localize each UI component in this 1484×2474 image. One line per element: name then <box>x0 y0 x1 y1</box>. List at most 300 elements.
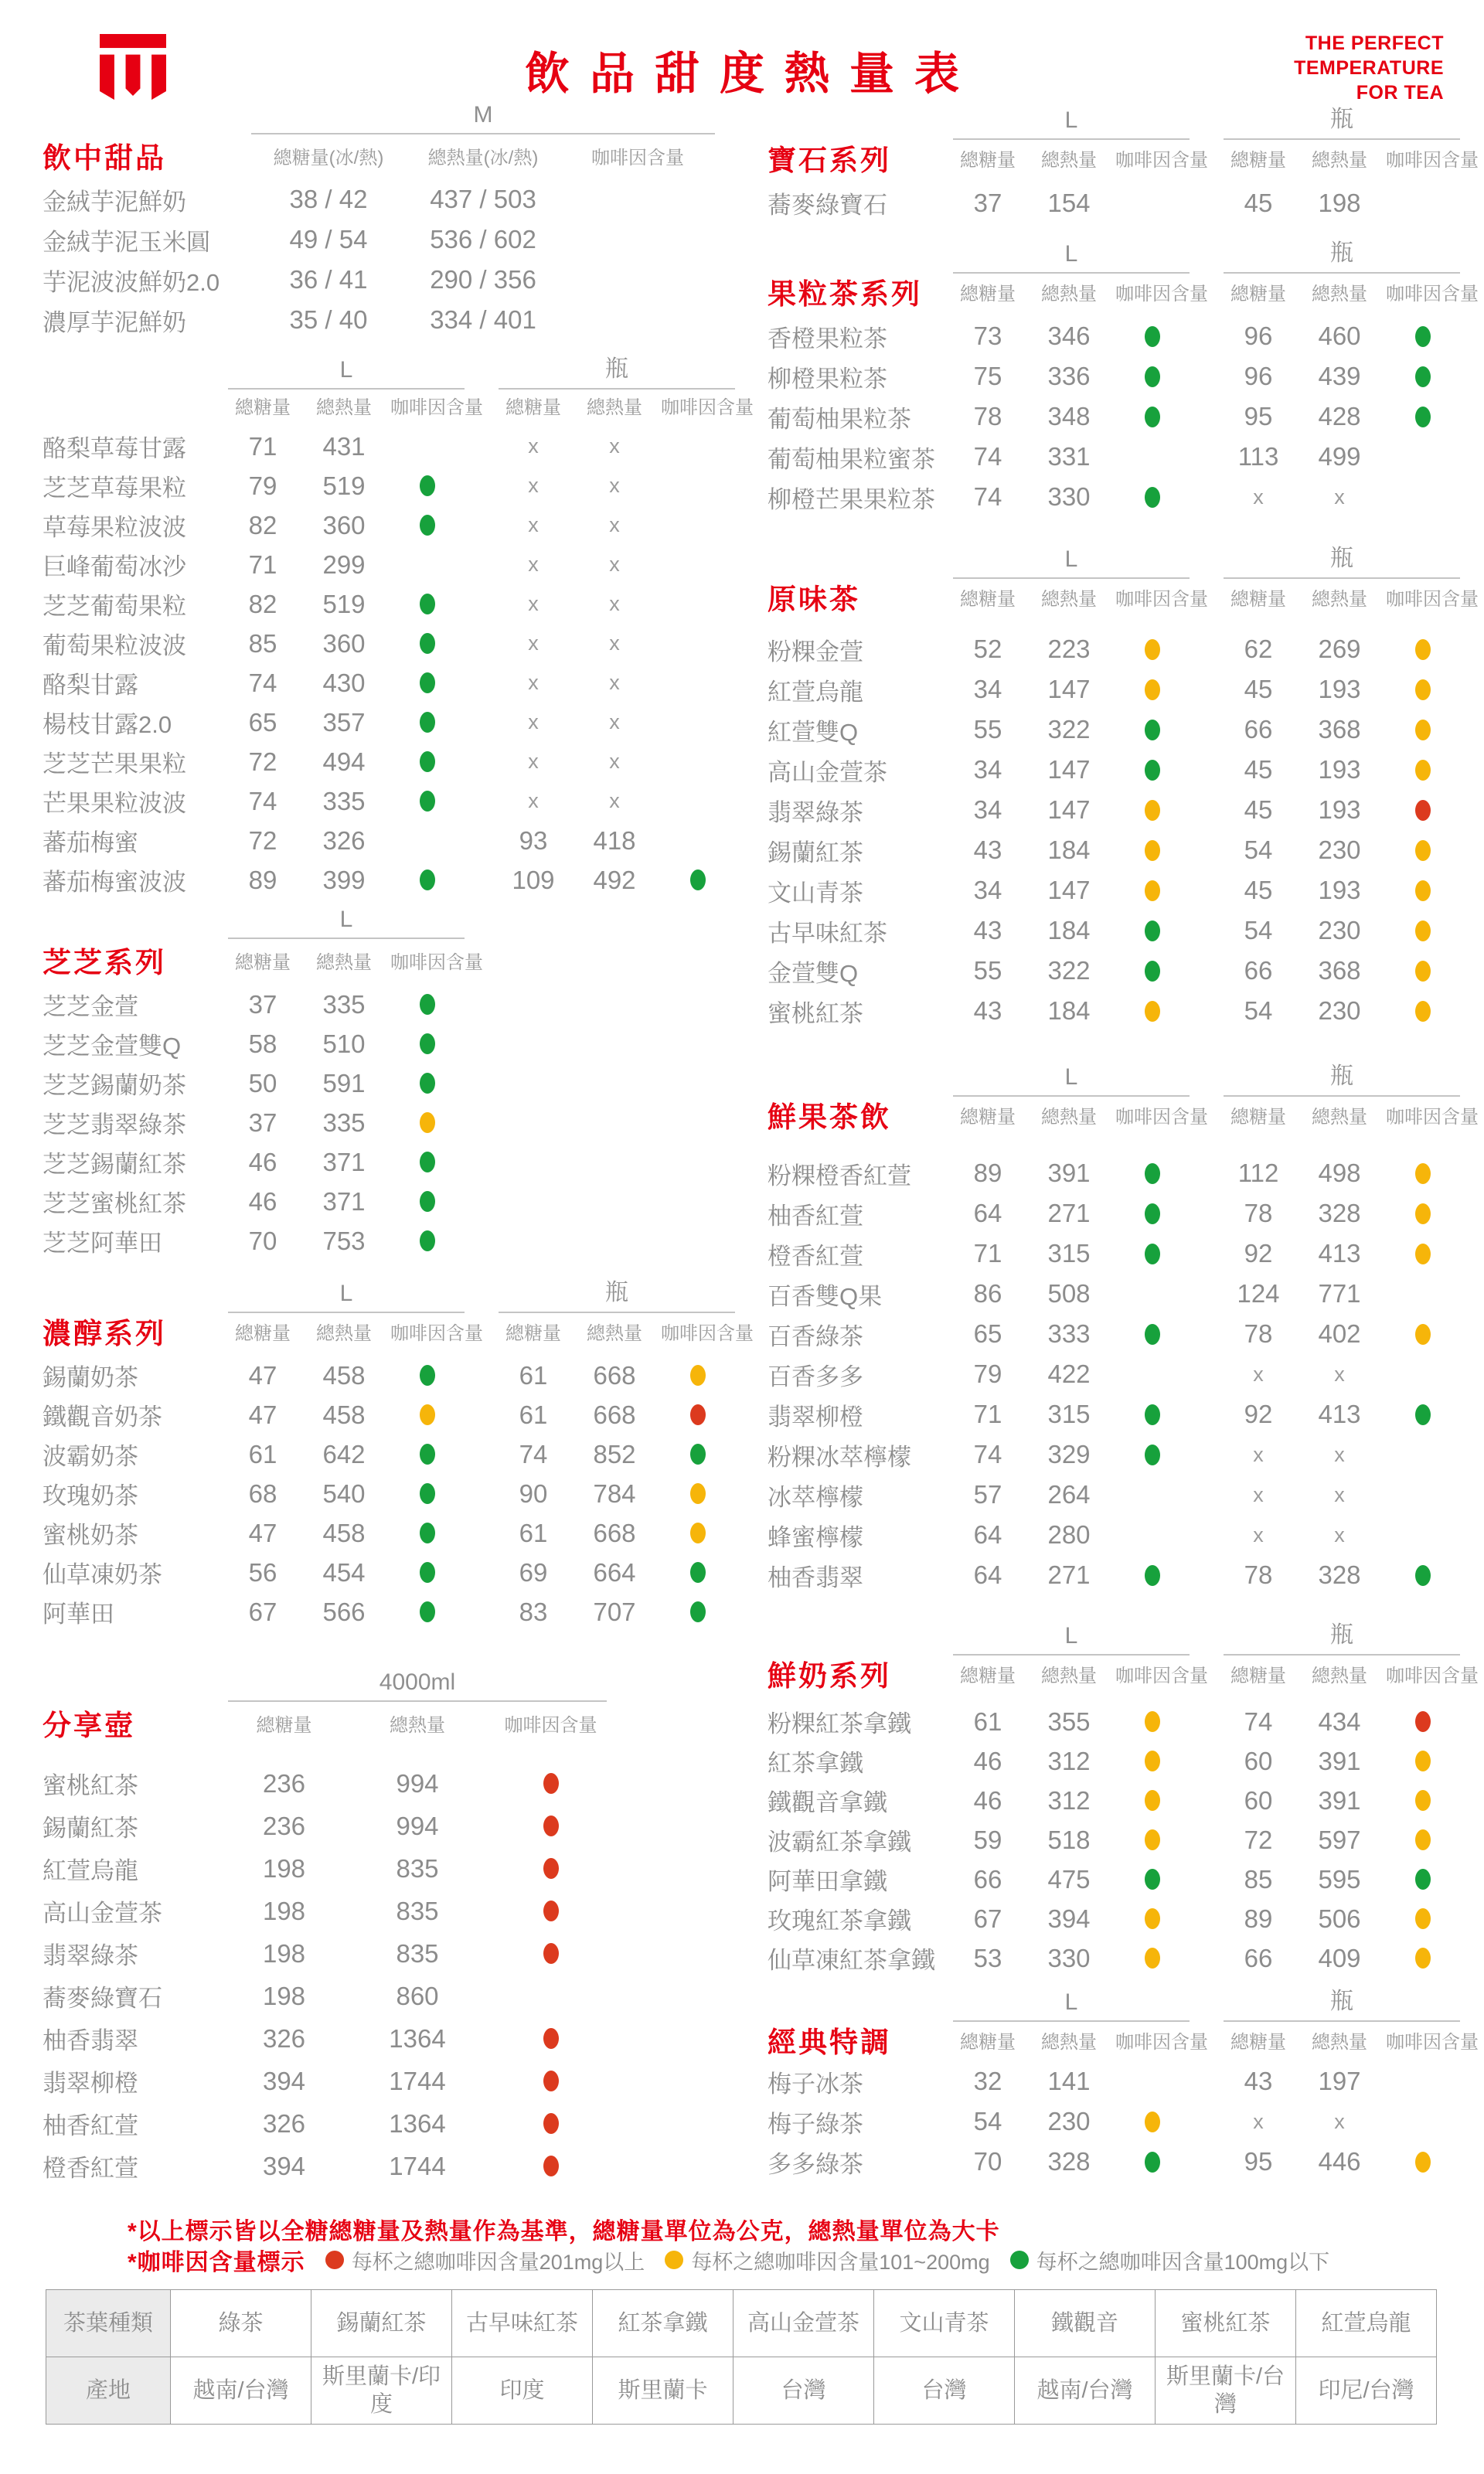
caffeine-dot <box>1145 1445 1160 1465</box>
stat-cell <box>1115 760 1190 781</box>
stat-cell <box>1386 961 1460 982</box>
tea-type-cell: 古早味紅茶 <box>452 2290 593 2357</box>
stat-value: 112 <box>1237 1159 1279 1187</box>
stat-cell <box>1386 407 1460 427</box>
stat-cell <box>1386 921 1460 941</box>
stat-cell <box>1115 800 1190 821</box>
stat-value: 45 <box>1244 188 1273 217</box>
stat-cell <box>953 1199 1023 1228</box>
stat-cell <box>228 1440 298 1469</box>
stat-value: 413 <box>1318 1400 1361 1428</box>
stat-value: 90 <box>519 1479 548 1508</box>
stat-cell <box>1224 1483 1293 1507</box>
stat-value: 335 <box>322 1108 366 1137</box>
caffeine-dot <box>1145 1404 1160 1425</box>
stat-cell <box>1293 1865 1386 1894</box>
stat-cell <box>953 2107 1023 2136</box>
column-header: 咖啡因含量 <box>1115 283 1208 305</box>
stat-cell <box>298 1598 390 1627</box>
menu-row <box>768 1515 1460 1555</box>
drink-name: 波霸紅茶拿鐵 <box>768 1829 911 1856</box>
stat-cell <box>298 826 390 856</box>
stat-cell <box>228 1029 298 1059</box>
column-header: 總糖量 <box>235 1322 291 1344</box>
caffeine-dot <box>543 1943 559 1964</box>
stat-value: 391 <box>1047 1159 1091 1187</box>
tea-type-cell: 蜜桃紅茶 <box>1156 2290 1296 2357</box>
stat-value: 72 <box>248 825 277 855</box>
caffeine-dot <box>1415 1001 1431 1022</box>
stat-value: 57 <box>973 1480 1002 1509</box>
stat-value: 70 <box>973 2147 1002 2176</box>
drink-name: 粉粿紅茶拿鐵 <box>768 1710 911 1737</box>
size-header-row <box>768 1982 1460 2019</box>
stat-cell <box>228 747 298 777</box>
stat-value: 67 <box>973 1904 1002 1933</box>
stat-cell <box>568 553 661 577</box>
section-rows <box>43 427 735 900</box>
stat-cell <box>390 672 465 693</box>
size-header-row <box>43 97 715 134</box>
stat-value: 668 <box>593 1518 636 1547</box>
stat-cell <box>1224 876 1293 905</box>
not-available-mark: x <box>528 750 539 773</box>
stat-cell <box>1115 1711 1190 1732</box>
menu-row <box>768 1820 1460 1860</box>
stat-value: 518 <box>1047 1825 1091 1854</box>
stat-cell <box>568 1400 661 1430</box>
menu-row <box>43 1890 607 1932</box>
stat-value: 47 <box>248 1518 277 1547</box>
drink-name: 芒果果粒波波 <box>43 790 186 817</box>
stat-cell <box>1293 1443 1386 1467</box>
caffeine-dot <box>1145 1203 1160 1224</box>
stat-value: 333 <box>1047 1319 1091 1348</box>
stat-value: 664 <box>593 1557 636 1587</box>
origin-cell: 印尼/台灣 <box>1296 2357 1437 2425</box>
stat-value: 193 <box>1318 876 1361 904</box>
stat-cell <box>568 1440 661 1469</box>
stat-cell <box>1115 880 1190 901</box>
menu-row <box>43 1103 465 1142</box>
drink-name: 紅萱烏龍 <box>768 678 863 706</box>
stat-value: 326 <box>262 2108 306 2138</box>
section-rows <box>43 1356 735 1632</box>
stat-cell <box>953 1440 1023 1469</box>
size-label: L <box>953 546 1190 579</box>
menu-row <box>43 2060 607 2102</box>
stat-value: 595 <box>1318 1864 1361 1894</box>
stat-cell <box>340 1897 495 1926</box>
stat-cell <box>1023 1159 1115 1188</box>
stat-cell <box>499 1558 568 1588</box>
caffeine-dot <box>420 712 435 733</box>
menu-row <box>768 1555 1460 1595</box>
legend-text: 每杯之總咖啡因含量101~200mg <box>691 2250 990 2274</box>
stat-cell <box>298 787 390 816</box>
drink-name: 橙香紅萱 <box>43 2155 138 2182</box>
not-available-mark: x <box>528 553 539 576</box>
column-header: 總熱量 <box>1312 149 1367 171</box>
stat-cell <box>1115 1001 1190 1022</box>
note-sugar-basis: *以上標示皆以全糖總糖量及熱量作為基準，總糖量單位為公克，總熱量單位為大卡 <box>128 2219 1000 2244</box>
stat-value: 54 <box>973 2107 1002 2135</box>
drink-name: 蕃茄梅蜜波波 <box>43 869 186 896</box>
column-header: 總糖量 <box>1230 588 1286 610</box>
section-rows <box>43 179 715 340</box>
stat-cell <box>298 1558 390 1588</box>
stat-value: 230 <box>1318 996 1361 1025</box>
stat-cell <box>953 1826 1023 1855</box>
stat-cell <box>1023 1904 1115 1934</box>
column-header: 咖啡因含量 <box>1115 588 1208 610</box>
stat-cell <box>340 1812 495 1841</box>
drink-name: 芝芝草莓果粒 <box>43 475 186 502</box>
caffeine-dot <box>690 1404 706 1425</box>
legend-text: 每杯之總咖啡因含量201mg以上 <box>351 2250 645 2274</box>
stat-cell <box>661 1444 735 1465</box>
stat-cell <box>228 708 298 737</box>
stat-value: 642 <box>322 1439 366 1468</box>
drink-name: 芝芝錫蘭紅茶 <box>43 1151 186 1178</box>
caffeine-dot <box>420 1365 435 1386</box>
not-available-mark: x <box>1253 2109 1264 2133</box>
stat-value: 230 <box>1318 835 1361 864</box>
stat-cell <box>1386 1565 1460 1586</box>
stat-value: 399 <box>322 865 366 894</box>
stat-cell <box>1224 1199 1293 1228</box>
stat-value: 43 <box>973 835 1002 864</box>
section-title: 原味茶 <box>768 584 860 615</box>
caffeine-dot <box>543 2113 559 2134</box>
column-header: 咖啡因含量 <box>390 396 483 418</box>
caffeine-dot <box>420 1033 435 1054</box>
caffeine-dot <box>1145 1565 1160 1586</box>
section-rows <box>43 985 465 1261</box>
stat-cell <box>661 1404 735 1425</box>
drink-name: 鐵觀音奶茶 <box>43 1404 162 1431</box>
drink-name: 蜜桃紅茶 <box>768 999 863 1027</box>
drink-name: 柳橙果粒茶 <box>768 365 887 393</box>
caffeine-dot <box>1145 326 1160 347</box>
stat-cell <box>228 1519 298 1548</box>
drink-name: 蕎麥綠寶石 <box>768 192 887 219</box>
stat-cell <box>1115 1324 1190 1345</box>
not-available-mark: x <box>609 474 620 497</box>
tagline-line: THE PERFECT <box>1305 32 1444 54</box>
stat-value: 72 <box>248 747 277 776</box>
stat-cell <box>1224 1400 1293 1429</box>
stat-cell <box>568 866 661 895</box>
size-label: 瓶 <box>1224 1057 1460 1097</box>
drink-name: 巨峰葡萄冰沙 <box>43 553 186 580</box>
menu-row <box>768 1475 1460 1515</box>
stat-value: 47 <box>248 1400 277 1429</box>
brand-tagline <box>1294 31 1444 105</box>
stat-value: 54 <box>1244 916 1273 944</box>
caffeine-dot <box>1415 1711 1431 1732</box>
stat-value: 54 <box>1244 835 1273 864</box>
stat-cell <box>298 550 390 580</box>
stat-value: 184 <box>1047 916 1091 944</box>
tea-type-cell: 紅茶拿鐵 <box>593 2290 733 2357</box>
stat-value: 506 <box>1318 1904 1361 1933</box>
stat-value: 93 <box>519 825 548 855</box>
drink-name: 蕃茄梅蜜 <box>43 829 138 856</box>
caffeine-dot <box>690 869 706 890</box>
stat-cell <box>661 1601 735 1622</box>
stat-cell <box>499 1598 568 1627</box>
caffeine-dot <box>1415 760 1431 781</box>
stat-value: 458 <box>322 1400 366 1429</box>
menu-row <box>43 2017 607 2060</box>
stat-cell <box>340 2067 495 2096</box>
stat-value: 346 <box>1047 322 1091 350</box>
size-label: 瓶 <box>1224 233 1460 274</box>
stat-cell <box>1386 1324 1460 1345</box>
stat-cell <box>1023 322 1115 351</box>
stat-cell <box>406 265 560 294</box>
stat-value: 360 <box>322 510 366 539</box>
stat-cell <box>1293 1826 1386 1855</box>
stat-value: 454 <box>322 1557 366 1587</box>
stat-cell <box>495 1816 607 1836</box>
stat-value: 70 <box>248 1226 277 1255</box>
stat-value: 371 <box>322 1147 366 1176</box>
stat-cell <box>1386 840 1460 861</box>
size-label: L <box>953 1064 1190 1097</box>
caffeine-dot <box>420 869 435 890</box>
section-rows <box>43 1762 607 2187</box>
stat-value: 55 <box>973 715 1002 744</box>
stat-cell <box>1224 1159 1293 1188</box>
stat-value: 32 <box>973 2067 1002 2095</box>
stat-cell <box>298 471 390 501</box>
stat-cell <box>499 710 568 734</box>
origin-cell: 斯里蘭卡/台灣 <box>1156 2357 1296 2425</box>
stat-value: 43 <box>973 996 1002 1025</box>
origin-cell: 斯里蘭卡/印度 <box>311 2357 452 2425</box>
stat-value: 85 <box>1244 1864 1273 1894</box>
stat-cell <box>499 513 568 537</box>
stat-value: 236 <box>262 1811 306 1840</box>
stat-value: 458 <box>322 1518 366 1547</box>
drink-name: 粉粿冰萃檸檬 <box>768 1443 911 1471</box>
menu-row <box>43 300 715 340</box>
stat-cell <box>953 1279 1023 1308</box>
legend-item <box>1010 2245 1330 2275</box>
stat-cell <box>953 2147 1023 2176</box>
section-rows <box>768 183 1460 223</box>
column-header: 總糖量 <box>960 149 1016 171</box>
stat-cell <box>499 750 568 774</box>
column-header: 總糖量 <box>960 1106 1016 1128</box>
stat-value: 66 <box>1244 956 1273 985</box>
stat-cell <box>228 2024 340 2054</box>
column-header: 總熱量 <box>1312 1665 1367 1686</box>
drink-name: 葡萄柚果粒茶 <box>768 405 911 433</box>
stat-value: 315 <box>1047 1400 1091 1428</box>
column-header: 總糖量 <box>960 1665 1016 1686</box>
stat-cell <box>1293 1560 1386 1590</box>
size-label: L <box>953 241 1190 274</box>
size-label: L <box>228 907 465 939</box>
stat-cell <box>1293 956 1386 985</box>
column-header-row <box>43 134 715 172</box>
stat-cell <box>953 675 1023 704</box>
stat-cell <box>340 1982 495 2011</box>
stat-cell <box>953 2067 1023 2096</box>
column-header-row <box>43 1702 607 1739</box>
caffeine-dot <box>1415 366 1431 387</box>
drink-name: 柳橙芒果果粒茶 <box>768 485 935 513</box>
size-label: 瓶 <box>499 349 735 390</box>
stat-cell <box>390 791 465 812</box>
section-rows <box>768 629 1460 1031</box>
caffeine-dot <box>1145 921 1160 941</box>
column-header-row <box>43 939 483 978</box>
stat-cell <box>228 787 298 816</box>
stat-cell <box>1293 715 1386 744</box>
drink-name: 蜂蜜檸檬 <box>768 1523 863 1551</box>
stat-cell <box>340 2109 495 2139</box>
stat-cell <box>1023 482 1115 512</box>
caffeine-dot <box>420 1444 435 1465</box>
stat-cell <box>228 1812 340 1841</box>
stat-cell <box>1386 720 1460 740</box>
stat-cell <box>298 1519 390 1548</box>
stat-value: 109 <box>512 865 555 894</box>
stat-cell <box>1224 362 1293 391</box>
legend-dot <box>1010 2251 1029 2269</box>
not-available-mark: x <box>1334 1482 1345 1506</box>
stat-value: 336 <box>1047 362 1091 390</box>
stat-value: 434 <box>1318 1707 1361 1736</box>
stat-value: 34 <box>973 876 1002 904</box>
menu-row <box>43 1513 735 1553</box>
stat-cell <box>568 631 661 655</box>
stat-cell <box>1023 755 1115 784</box>
stat-cell <box>1115 1869 1190 1890</box>
stat-value: 147 <box>1047 795 1091 824</box>
tea-type-cell: 綠茶 <box>171 2290 311 2357</box>
column-header: 總熱量 <box>1041 283 1097 305</box>
caffeine-dot <box>1415 1324 1431 1345</box>
stat-cell <box>661 1365 735 1386</box>
stat-value: 74 <box>248 786 277 815</box>
stat-value: 52 <box>973 635 1002 663</box>
stat-value: 45 <box>1244 755 1273 784</box>
origin-cell: 台灣 <box>874 2357 1015 2425</box>
stat-cell <box>1115 1203 1190 1224</box>
stat-cell <box>390 1230 465 1251</box>
drink-name: 柚香紅萱 <box>43 2112 138 2139</box>
column-header: 咖啡因含量 <box>1115 149 1208 171</box>
menu-row <box>768 951 1460 991</box>
caffeine-dot <box>1415 1404 1431 1425</box>
section-classic-special <box>768 1982 1479 2182</box>
stat-value: 64 <box>973 1520 1002 1549</box>
caffeine-dot <box>1145 880 1160 901</box>
stat-cell <box>953 1360 1023 1389</box>
stat-value: 65 <box>248 707 277 737</box>
menu-row <box>43 742 735 781</box>
stat-value: 1364 <box>389 2108 446 2138</box>
stat-cell <box>228 1148 298 1177</box>
stat-cell <box>1224 635 1293 664</box>
stat-cell <box>1023 1520 1115 1550</box>
stat-value: 198 <box>262 1938 306 1968</box>
menu-row <box>43 179 715 219</box>
menu-row <box>768 1938 1460 1978</box>
not-available-mark: x <box>528 631 539 655</box>
stat-value: 193 <box>1318 675 1361 703</box>
drink-name: 芝芝阿華田 <box>43 1230 162 1257</box>
stat-value: 147 <box>1047 876 1091 904</box>
stat-value: 357 <box>322 707 366 737</box>
menu-row <box>768 669 1460 710</box>
stat-cell <box>953 956 1023 985</box>
stat-value: 141 <box>1047 2067 1091 2095</box>
menu-row <box>43 1221 465 1261</box>
drink-name: 阿華田拿鐵 <box>768 1868 887 1895</box>
stat-cell <box>298 432 390 461</box>
menu-row <box>43 2145 607 2187</box>
drink-name: 蜜桃奶茶 <box>43 1522 138 1549</box>
stat-value: 74 <box>248 668 277 697</box>
menu-row <box>768 477 1460 517</box>
not-available-mark: x <box>1253 485 1264 509</box>
size-label: L <box>228 357 465 390</box>
drink-name: 鐵觀音拿鐵 <box>768 1789 887 1816</box>
stat-cell <box>499 1479 568 1509</box>
stat-value: 60 <box>1244 1746 1273 1775</box>
column-header: 總糖量 <box>960 2031 1016 2053</box>
drink-name: 古早味紅茶 <box>768 919 887 947</box>
drink-name: 紅萱烏龍 <box>43 1857 138 1884</box>
stat-cell <box>1023 1560 1115 1590</box>
menu-row <box>768 790 1460 830</box>
stat-value: 71 <box>973 1400 1002 1428</box>
stat-cell <box>251 265 406 294</box>
menu-row <box>43 1805 607 1847</box>
stat-value: 95 <box>1244 402 1273 430</box>
stat-cell <box>298 1029 390 1059</box>
origin-cell: 越南/台灣 <box>171 2357 311 2425</box>
column-header: 總熱量 <box>316 1322 372 1344</box>
stat-cell <box>228 2067 340 2096</box>
drink-name: 蕎麥綠寶石 <box>43 1985 162 2012</box>
stat-cell <box>1386 1163 1460 1184</box>
stat-cell <box>340 1939 495 1969</box>
stat-cell <box>568 750 661 774</box>
stat-value: 591 <box>322 1068 366 1097</box>
stat-cell <box>228 826 298 856</box>
stat-value: 994 <box>396 1768 439 1798</box>
size-label: 瓶 <box>499 1273 735 1313</box>
caffeine-dot <box>1145 407 1160 427</box>
caffeine-dot <box>420 751 435 772</box>
stat-cell <box>1224 485 1293 509</box>
stat-cell <box>1023 675 1115 704</box>
caffeine-dot <box>420 1073 435 1094</box>
stat-value: 66 <box>1244 1943 1273 1972</box>
caffeine-dot <box>1145 1948 1160 1969</box>
stat-cell <box>1293 442 1386 471</box>
stat-value: 46 <box>973 1785 1002 1815</box>
caffeine-dot <box>420 594 435 614</box>
caffeine-dot <box>690 1365 706 1386</box>
